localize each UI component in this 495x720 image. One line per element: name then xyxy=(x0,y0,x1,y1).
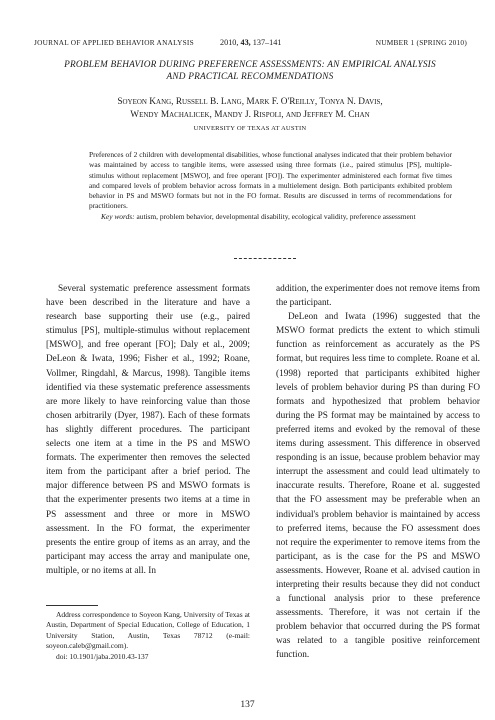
footnote-address: Address correspondence to Soyeon Kang, University of Texas at Austin, Department of Special Education, College of Education, 1 University Station, Austin, Texas 78712 (e-mail: soyeon.caleb@gmail.com). xyxy=(46,610,250,651)
author-list xyxy=(60,96,440,122)
keywords-text: autism, problem behavior, developmental disability, ecological validity, preference assessment xyxy=(136,211,416,221)
footnote-rule xyxy=(46,605,98,606)
footnote-doi: doi: 10.1901/jaba.2010.43-137 xyxy=(56,651,149,661)
section-divider xyxy=(234,258,296,259)
body-paragraph: DeLeon and Iwata (1996) suggested that the MSWO format predicts the extent to which stimuli function as reinforcement as accurately as the PS format, but requires less time to complete. Roane et al. (1998) reported that participants exhibited higher levels of problem behavior during PS than during FO formats and hypothesized that problem behavior during the PS format may be maintained by access to preferred items and evoked by the removal of these items during assessment. This difference in observed responding is an issue, because problem behavior may interrupt the assessment and could lead ultimately to inaccurate results. Therefore, Roane et al. suggested that the FO assessment may be preferable when an individual's problem behavior is maintained by access to preferred items, because the FO assessment does not require the experimenter to remove items from the participant, as is the case for the PS and MSWO assessments. However, Roane et al. advised caution in interpreting their results because they did not conduct a functional analysis prior to these preference assessments. Therefore, it was not certain if the problem behavior that occurred during the PS format was related to a tangible positive reinforcement function. xyxy=(276,312,480,661)
body-column-right xyxy=(276,282,480,663)
keywords xyxy=(89,212,452,222)
author-line: Soyeon Kang, Russell B. Lang, Mark F. O'Reilly, Tonya N. Davis, xyxy=(117,97,383,107)
article-title: PROBLEM BEHAVIOR DURING PREFERENCE ASSESSMENTS: AN EMPIRICAL ANALYSIS AND PRACTICAL RECOMMENDATIONS xyxy=(64,60,436,82)
author-line: Wendy Machalicek, Mandy J. Rispoli, and Jeffrey M. Chan xyxy=(130,110,370,120)
footnote xyxy=(46,610,250,662)
citation-volume: 43, xyxy=(240,38,251,47)
abstract-text: Preferences of 2 children with developmental disabilities, whose functional analyses indicated that their problem behavior was maintained by access to tangible items, were assessed using three formats (i.e., paired stimulus [PS], multiple-stimulus without replacement [MSWO], and free operant [FO]). The experimenter administered each format five times and compared levels of problem behavior across formats in a multielement design. Both participants exhibited problem behavior in PS and MSWO formats but not in the FO format. Results are discussed in terms of recommendations for practitioners. xyxy=(89,150,452,211)
journal-name: JOURNAL OF APPLIED BEHAVIOR ANALYSIS xyxy=(34,38,194,47)
abstract xyxy=(89,150,452,222)
affiliation: UNIVERSITY OF TEXAS AT AUSTIN xyxy=(193,125,307,132)
body-paragraph: addition, the experimenter does not remove items from the participant. xyxy=(276,284,480,309)
page-number: 137 xyxy=(240,700,255,710)
issue-info: NUMBER 1 (SPRING 2010) xyxy=(375,38,467,47)
citation xyxy=(220,38,281,47)
body-paragraph: Several systematic preference assessment formats have been described in the literature and have a research base supporting their use (e.g., paired stimulus [PS], multiple-stimulus without replacement [MSWO], and free operant [FO]; Daly et al., 2009; DeLeon & Iwata, 1996; Fisher et al., 1992; Roane, Vollmer, Ringdahl, & Marcus, 1998). Tangible items identified via these systematic preference assessments are more likely to have reinforcing value than those chosen arbitrarily (Dyer, 1987). Each of these formats has slightly different procedures. The participant selects one item at a time in the PS and MSWO formats. The experimenter then removes the selected item from the participant after a brief period. The major difference between PS and MSWO formats is that the experimenter presents two items at a time in PS assessment and three or more in MSWO assessment. In the FO format, the experimenter presents the entire group of items as an array, and the participant may access the array and manipulate one, multiple, or no items at all. In xyxy=(46,284,250,576)
citation-year: 2010, xyxy=(220,38,239,47)
keywords-label: Key words: xyxy=(101,211,135,221)
running-header xyxy=(34,38,467,52)
citation-pages: 137–141 xyxy=(252,38,282,47)
body-column-left xyxy=(46,282,250,578)
